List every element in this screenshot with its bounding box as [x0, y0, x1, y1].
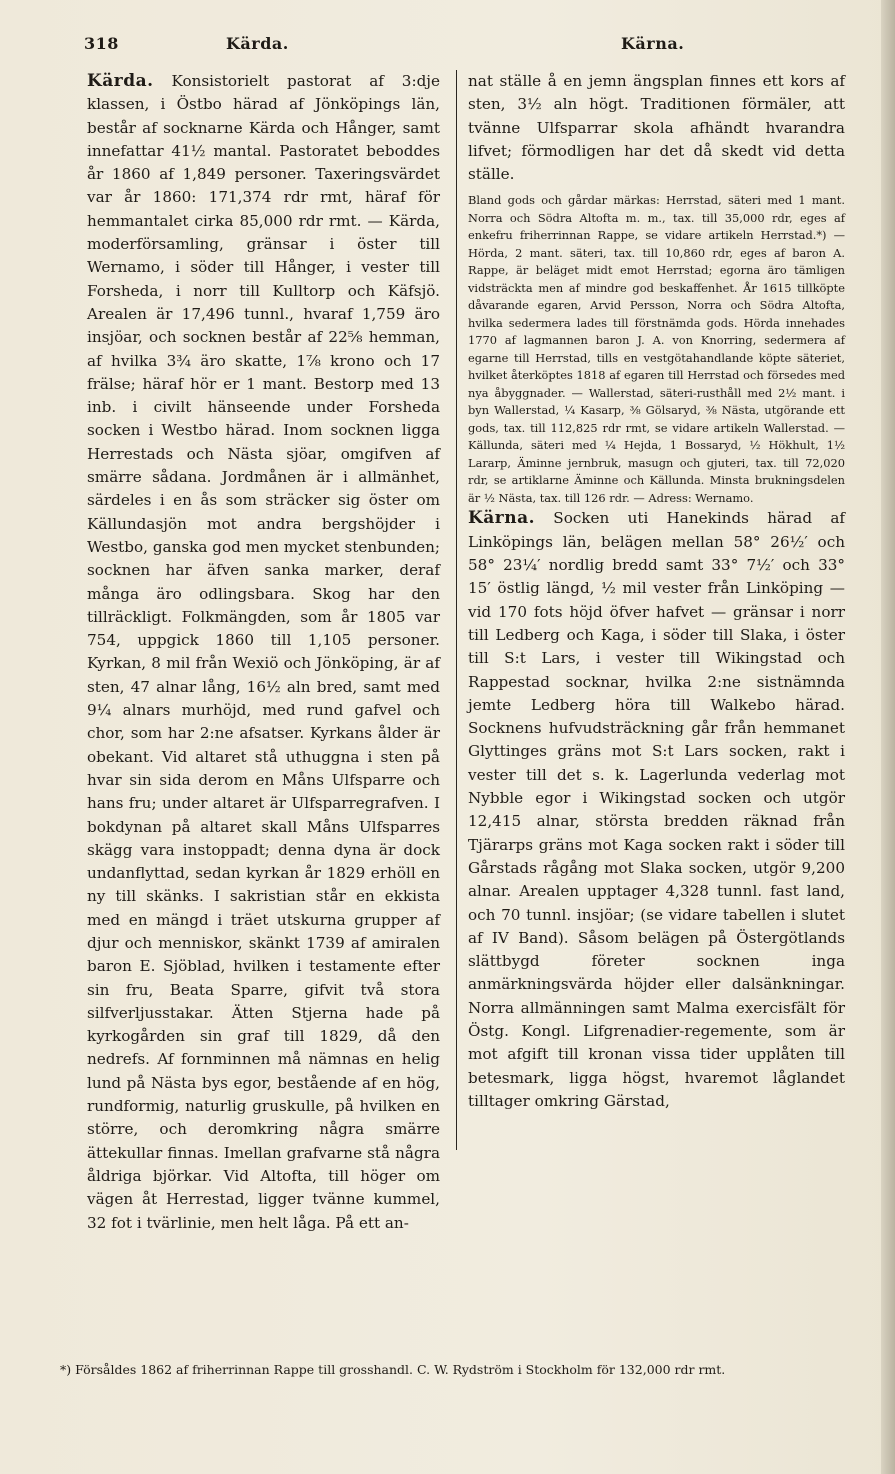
header-left-word: Kärda. — [226, 34, 289, 53]
running-header — [60, 34, 880, 56]
page-edge — [881, 0, 895, 1474]
footnote: *) Försåldes 1862 af friherrinnan Rappe till grosshandl. C. W. Rydström i Stockholm för 132,000 rdr rmt. — [60, 1362, 726, 1377]
entry-continuation: nat ställe å en jemn ängsplan finnes ett kors af sten, 3½ aln högt. Traditionen förmäler, att tvänne Ulfsparrar skola afhändt hvarandra lifvet; förmodligen har det då skedt vid detta ställe. — [468, 72, 845, 184]
entry-karda — [87, 70, 440, 1235]
estates-paragraph: Bland gods och gårdar märkas: Herrstad, säteri med 1 mant. Norra och Södra Altofta m. m., tax. till 35,000 rdr, eges af enkefru friherrinnan Rappe, se vidare artikeln Herrstad.*) — Hörda, 2 mant. säteri, tax. till 10,860 rdr, eges af baron A. Rappe, är beläget midt emot Herrstad; egorna äro tämligen vidsträckta men af mindre god beskaffenhet. År 1615 tillköpte dåvarande egaren, Arvid Persson, Norra och Södra Altofta, hvilka sedermera lades till förstnämda gods. Hörda innehades 1770 af lagmannen baron J. A. von Knorring, sedermera af egarne till Herrstad, tills en vestgötahandlande köpte säteriet, hvilket återköptes 1818 af egaren till Herrstad och försedes med nya åbyggnader. — Wallerstad, säteri-rusthåll med 2½ mant. i byn Wallerstad, ¼ Kasarp, ⅜ Gölsaryd, ⅜ Nästa, utgörande ett gods, tax. till 112,825 rdr rmt, se vidare artikeln Wallerstad. — Källunda, säteri med ¼ Hejda, 1 Bossaryd, ½ Hökhult, 1½ Lararp, Äminne jernbruk, masugn och gjuteri, tax. till 72,020 rdr, se artiklarne Äminne och Källunda. Minsta brukningsdelen är ½ Nästa, tax. till 126 rdr. — Adress: Wernamo. — [468, 193, 845, 505]
page-number: 318 — [84, 34, 119, 53]
entry-body: Socken uti Hanekinds härad af Linköpings län, belägen mellan 58° 26½′ och 58° 23¼′ nordlig bredd samt 33° 7½′ och 33° 15′ östlig längd, ½ mil vester från Linköping — vid 170 fots höjd öfver hafvet — gränsar i norr till Ledberg och Kaga, i söder till Slaka, i öster till S:t Lars, i vester till Wikingstad och Rappestad socknar, hvilka 2:ne sistnämnda jemte Ledberg höra till Walkebo härad. Socknens hufvudsträckning går från hemmanet Glyttinges gräns mot S:t Lars socken, rakt i vester till det s. k. Lagerlunda vederlag mot Nybble egor i Wikingstad socken och utgör 12,415 alnar, största bredden räknad från Tjärarps gräns mot Kaga socken rakt i söder till Gårstads rågång mot Slaka socken, utgör 9,200 alnar. Arealen upptager 4,328 tunnl. fast land, och 70 tunnl. insjöar; (se vidare tabellen i slutet af IV Band). Såsom belägen på Östergötlands slättbygd företer socknen inga anmärkningsvärda höjder eller dalsänkningar. Norra allmänningen samt Malma exercisfält för Östg. Kongl. Lifgrenadier-regemente, som är mot afgift till kronan vissa tider upplåten till betesmark, ligga högst, hvaremot låglandet tilltager omkring Gärstad, — [468, 509, 846, 1110]
column-divider — [456, 70, 457, 1150]
header-right-word: Kärna. — [621, 34, 685, 53]
entry-karna — [468, 507, 845, 1113]
entry-headword: Kärda. — [87, 71, 154, 91]
right-column — [468, 70, 845, 1113]
entry-headword: Kärna. — [468, 508, 536, 529]
entry-body: Konsistorielt pastorat af 3:dje klassen, i Östbo härad af Jönköpings län, består af socknarne Kärda och Hånger, samt innefattar 41½ mantal. Pastoratet beboddes år 1860 af 1,849 personer. Taxeringsvärdet var år 1860: 171,374 rdr rmt, häraf för hemmantalet cirka 85,000 rdr rmt. — Kärda, moderförsamling, gränsar i öster till Wernamo, i söder till Hånger, i vester till Forsheda, i norr till Kulltorp och Käfsjö. Arealen är 17,496 tunnl., hvaraf 1,759 äro insjöar, och socknen består af 22⅝ hemman, af hvilka 3¾ äro skatte, 1⅞ krono och 17 frälse; häraf hör er 1 mant. Bestorp med 13 inb. i civilt hänseende under Forsheda socken i Westbo härad. Inom socknen ligga Herrestads och Nästa sjöar, omgifven af smärre sådana. Jordmånen är i allmänhet, särdeles i en ås som sträcker sig öster om Källundasjön mot andra bergshöjder i Westbo, ganska god men mycket stenbunden; socknen har äfven sanka marker, deraf många äro odlingsbara. Skog har den tillräckligt. Folkmängden, som år 1805 var 754, uppgick 1860 till 1,105 personer. Kyrkan, 8 mil från Wexiö och Jönköping, är af sten, 47 alnar lång, 16½ aln bred, samt med 9¼ alnars murhöjd, med rund gafvel och chor, som har 2:ne afsatser. Kyrkans ålder är obekant. Vid altaret stå uthuggna i sten på hvar sin sida derom en Måns Ulfsparre och hans fru; under altaret är Ulfsparregrafven. I bokdynan på altaret skall Måns Ulfsparres skägg vara instoppadt; denna dyna är dock undanflyttad, sedan kyrkan år 1829 erhöll en ny till skänks. I sakristian står en ekkista med en mängd i träet utskurna grupper af djur och menniskor, skänkt 1739 af amiralen baron E. Sjöblad, hvilken i testamente efter sin fru, Beata Sparre, gifvit två stora silfverljusstakar. Ätten Stjerna hade på kyrkogården sin graf till 1829, då den nedrefs. Af fornminnen må nämnas en helig lund på Nästa bys egor, bestående af en hög, rundformig, naturlig gruskulle, på hvilken en större, och deromkring några smärre ättekullar finnas. Imellan grafvarne stå några åldriga björkar. Vid Altofta, till höger om vägen åt Herrestad, ligger tvänne kummel, 32 fot i tvärlinie, men helt låga. På ett an- — [87, 72, 440, 1232]
left-column — [87, 70, 440, 1235]
